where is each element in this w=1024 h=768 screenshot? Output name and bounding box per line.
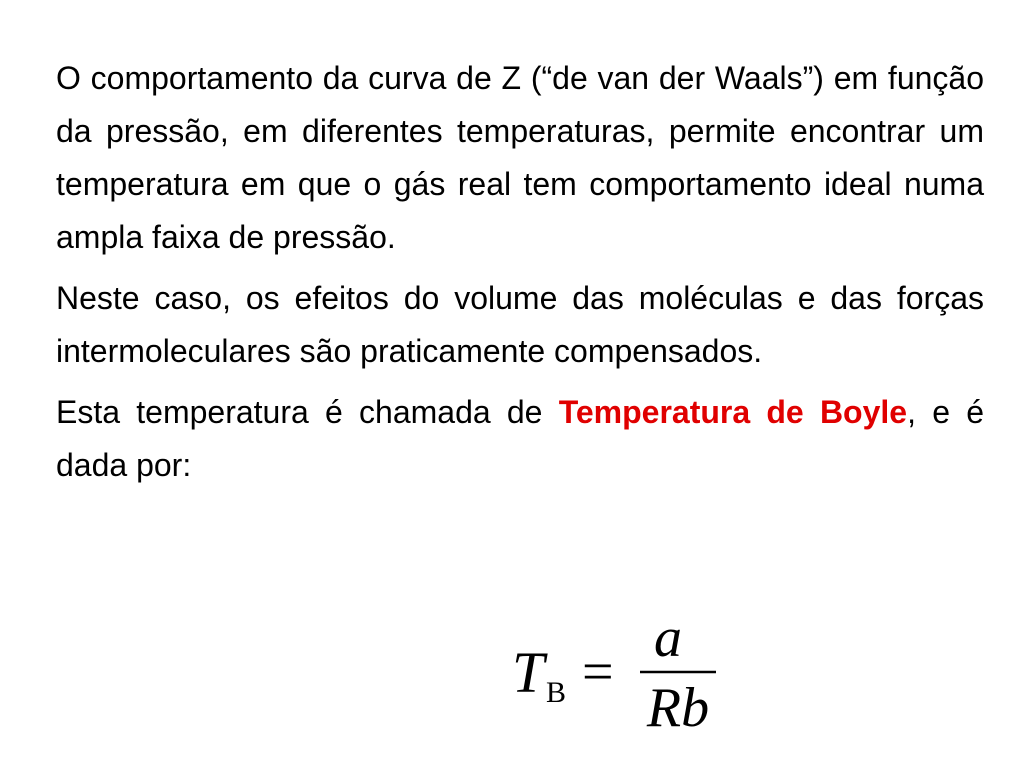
boyle-intro-text: Esta temperatura é chamada de	[56, 394, 559, 430]
boyle-temperature-formula	[508, 612, 738, 736]
slide-body	[56, 52, 984, 500]
boyle-temperature-term: Temperatura de Boyle	[558, 394, 908, 430]
paragraph-z-curve: O comportamento da curva de Z (“de van der Waals”) em função da pressão, em diferentes temperaturas, permite encontrar um temperatura em que o gás real tem comportamento ideal numa ampla faixa de pressão.	[56, 60, 984, 255]
paragraph-compensation: Neste caso, os efeitos do volume das moléculas e das forças intermoleculares são praticamente compensados.	[56, 280, 984, 369]
formula-numerator: a	[654, 612, 682, 669]
formula-denominator: Rb	[646, 677, 710, 736]
formula-equals: =	[582, 641, 614, 703]
paragraph-boyle-temperature	[56, 386, 984, 492]
formula-subscript-b: B	[546, 676, 567, 709]
formula-symbol-t: T	[512, 640, 545, 705]
boyle-outro-text: , e é dada por:	[56, 394, 984, 483]
